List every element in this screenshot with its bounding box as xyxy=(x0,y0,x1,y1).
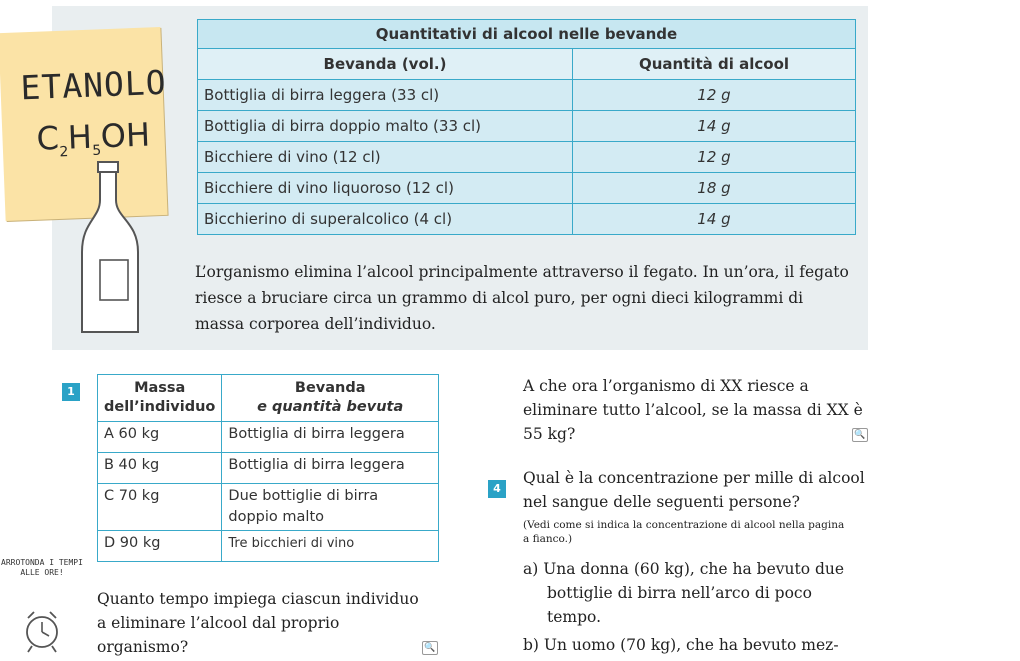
table-caption: Quantitativi di alcool nelle bevande xyxy=(198,20,856,49)
table-row: Bicchiere di vino liquoroso (12 cl) 18 g xyxy=(198,173,856,204)
hint-icon[interactable]: 🔍 xyxy=(852,428,868,442)
ethanol-formula: $C_2H_5OH$ xyxy=(35,115,151,161)
table-row: Bicchierino di superalcolico (4 cl) 14 g xyxy=(198,204,856,235)
exercise-4-question: Qual è la concentrazione per mille di alcool nel sangue delle seguenti persone? xyxy=(523,469,865,511)
table-row: Bicchiere di vino (12 cl) 12 g xyxy=(198,142,856,173)
round-times-tag: ARROTONDA I TEMPI ALLE ORE! xyxy=(1,558,83,577)
exercise-4-badge: 4 xyxy=(488,480,506,498)
alarm-clock-icon xyxy=(22,606,62,654)
exercise-4-note: (Vedi come si indica la concentrazione di alcool nella pagina a fianco.) xyxy=(523,519,845,545)
exercise-1-badge: 1 xyxy=(62,383,80,401)
hint-icon[interactable]: 🔍 xyxy=(422,641,438,655)
table-row: Bottiglia di birra doppio malto (33 cl) 14 g xyxy=(198,111,856,142)
intro-paragraph: L’organismo elimina l’alcool principalmente attraverso il fegato. In un’ora, il fegato riesce a bruciare circa un grammo di alcol puro, per ogni dieci kilogrammi di massa corporea dell’individuo. xyxy=(195,263,849,333)
exercise-4-item-b: b) Un uomo (70 kg), che ha bevuto mez- xyxy=(523,636,839,654)
column-header-alcohol: Quantità di alcool xyxy=(573,49,856,80)
column-header-mass: Massa dell’individuo xyxy=(98,375,222,422)
alcohol-quantity-table xyxy=(197,19,856,235)
table-row: A 60 kg Bottiglia di birra leggera xyxy=(98,422,439,453)
table-row: D 90 kg Tre bicchieri di vino xyxy=(98,531,439,562)
table-row: B 40 kg Bottiglia di birra leggera xyxy=(98,453,439,484)
bottle-illustration xyxy=(72,160,164,340)
table-row: Bottiglia di birra leggera (33 cl) 12 g xyxy=(198,80,856,111)
exercise-4-item-a: a) Una donna (60 kg), che ha bevuto due bottiglie di birra nell’arco di poco tempo. xyxy=(523,560,845,626)
column-header-drink: Bevanda (vol.) xyxy=(198,49,573,80)
question-3-text: A che ora l’organismo di XX riesce a eliminare tutto l’alcool, se la massa di XX è 55 kg? 🔍 xyxy=(523,374,868,446)
column-header-drink-quantity: Bevanda e quantità bevuta xyxy=(222,375,439,422)
table-row: C 70 kg Due bottiglie di birra doppio malto xyxy=(98,484,439,531)
ethanol-label: ETANOLO xyxy=(19,62,168,108)
exercise-1-table xyxy=(97,374,439,562)
exercise-1-question: Quanto tempo impiega ciascun individuo a eliminare l’alcool dal proprio organismo? 🔍 xyxy=(97,587,427,659)
